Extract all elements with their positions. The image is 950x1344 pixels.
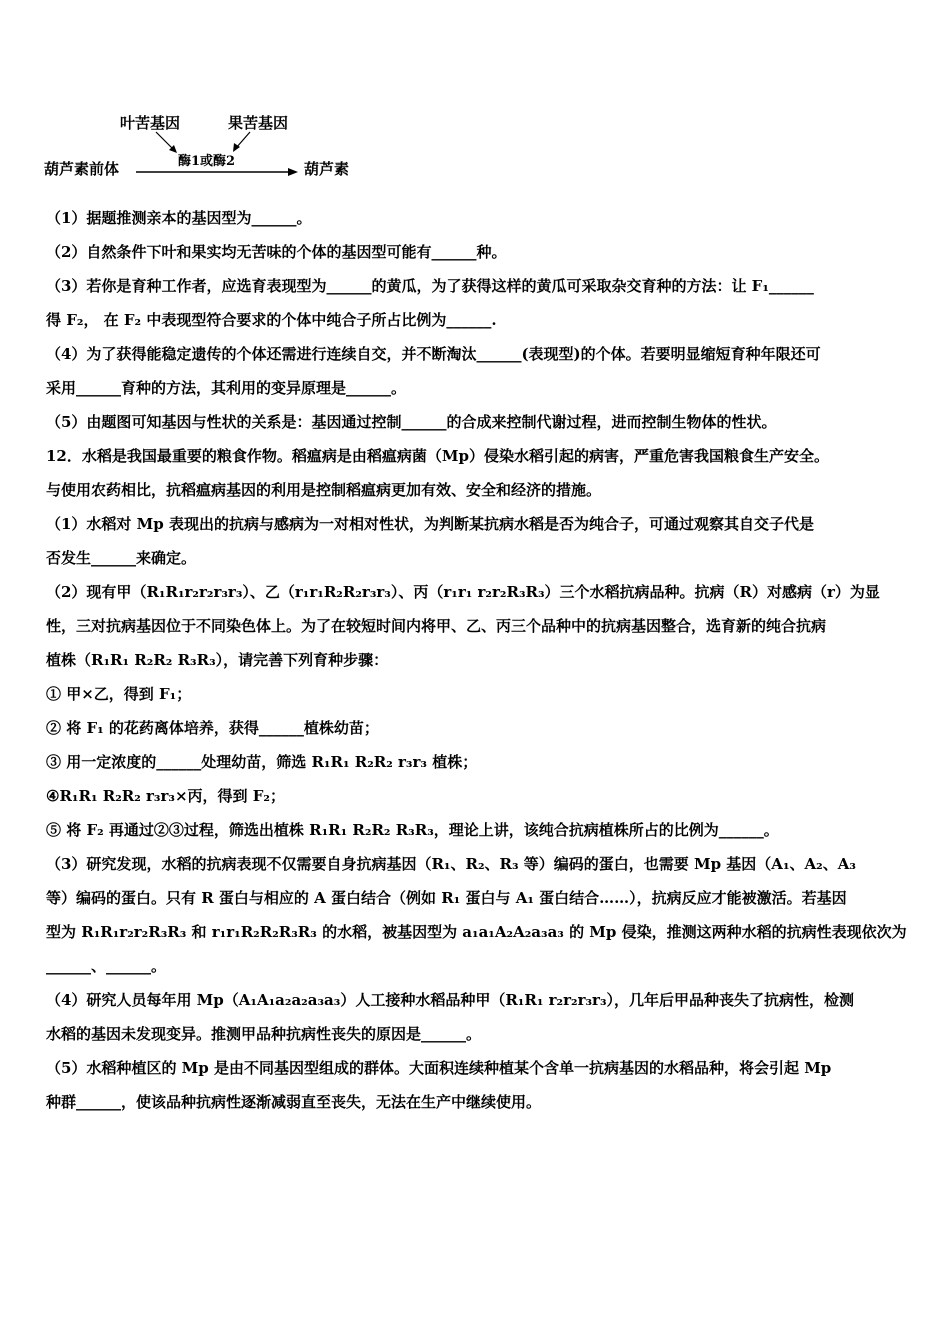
step-line: ④R₁R₁ R₂R₂ r₃r₃×丙，得到 F₂； [46, 787, 285, 805]
text-line: ______、______。 [46, 957, 167, 975]
text-line: （3）研究发现，水稻的抗病表现不仅需要自身抗病基因（R₁、R₂、R₃ 等）编码的蛋白，也需要 Mp 基因（A₁、A₂、A₃ [46, 855, 856, 873]
text-line: 与使用农药相比，抗稻瘟病基因的利用是控制稻瘟病更加有效、安全和经济的措施。 [46, 481, 602, 499]
text-line: 等）编码的蛋白。只有 R 蛋白与相应的 A 蛋白结合（例如 R₁ 蛋白与 A₁ 蛋白结合……），抗病反应才能被激活。若基因 [46, 889, 847, 907]
enzyme-label: 酶1或酶2 [178, 154, 236, 169]
leaf-bitter-gene-label: 叶苦基因 [120, 114, 181, 132]
text-line: 性，三对抗病基因位于不同染色体上。为了在较短时间内将甲、乙、丙三个品种中的抗病基因整合，选育新的纯合抗病 [46, 617, 827, 635]
step-line: ② 将 F₁ 的花药离体培养，获得______植株幼苗； [46, 719, 379, 737]
text-line: （3）若你是育种工作者，应选育表现型为______的黄瓜，为了获得这样的黄瓜可采取杂交育种的方法：让 F₁______ [46, 277, 814, 295]
text-line: 型为 R₁R₁r₂r₂R₃R₃ 和 r₁r₁R₂R₂R₃R₃ 的水稻，被基因型为 a₁a₁A₂A₂a₃a₃ 的 Mp 侵染，推测这两种水稻的抗病性表现依次为 [46, 923, 907, 941]
text-line: 否发生______来确定。 [46, 549, 197, 567]
text-line: （2）现有甲（R₁R₁r₂r₂r₃r₃）、乙（r₁r₁R₂R₂r₃r₃）、丙（r₁r₁ r₂r₂R₃R₃）三个水稻抗病品种。抗病（R）对感病（r）为显 [46, 583, 880, 601]
step-line: ① 甲×乙，得到 F₁； [46, 685, 192, 703]
text-line: （4）研究人员每年用 Mp（A₁A₁a₂a₂a₃a₃）人工接种水稻品种甲（R₁R₁ r₂r₂r₃r₃），几年后甲品种丧失了抗病性，检测 [46, 991, 855, 1009]
text-line: 植株（R₁R₁ R₂R₂ R₃R₃），请完善下列育种步骤： [46, 651, 389, 669]
precursor-label: 葫芦素前体 [44, 160, 120, 178]
text-line: （2）自然条件下叶和果实均无苦味的个体的基因型可能有______种。 [46, 243, 507, 261]
text-line: （1）水稻对 Mp 表现出的抗病与感病为一对相对性状，为判断某抗病水稻是否为纯合子，可通过观察其自交子代是 [46, 515, 814, 533]
text-line: （1）据题推测亲本的基因型为______。 [46, 209, 312, 227]
step-line: ③ 用一定浓度的______处理幼苗，筛选 R₁R₁ R₂R₂ r₃r₃ 植株； [46, 753, 478, 771]
product-label: 葫芦素 [304, 160, 350, 178]
text-line: 水稻的基因未发现变异。推测甲品种抗病性丧失的原因是______。 [46, 1025, 482, 1043]
text-line: （5）由题图可知基因与性状的关系是：基因通过控制______的合成来控制代谢过程，进而控制生物体的性状。 [46, 413, 777, 431]
fruit-bitter-gene-label: 果苦基因 [228, 114, 289, 132]
question-text [46, 208, 916, 1126]
text-line: 种群______，使该品种抗病性逐渐减弱直至丧失，无法在生产中继续使用。 [46, 1093, 542, 1111]
text-line: 得 F₂， 在 F₂ 中表现型符合要求的个体中纯合子所占比例为______. [46, 311, 497, 329]
step-line: ⑤ 将 F₂ 再通过②③过程，筛选出植株 R₁R₁ R₂R₂ R₃R₃，理论上讲，该纯合抗病植株所占的比例为______。 [46, 821, 779, 839]
text-line: （5）水稻种植区的 Mp 是由不同基因型组成的群体。大面积连续种植某个含单一抗病基因的水稻品种，将会引起 Mp [46, 1059, 832, 1077]
text-line: （4）为了获得能稳定遗传的个体还需进行连续自交，并不断淘汰______(表现型)的个体。若要明显缩短育种年限还可 [46, 345, 821, 363]
question-12-line: 12．水稻是我国最重要的粮食作物。稻瘟病是由稻瘟病菌（Mp）侵染水稻引起的病害，严重危害我国粮食生产安全。 [46, 447, 829, 465]
text-line: 采用______育种的方法，其利用的变异原理是______。 [46, 379, 407, 397]
pathway-diagram [44, 108, 364, 188]
